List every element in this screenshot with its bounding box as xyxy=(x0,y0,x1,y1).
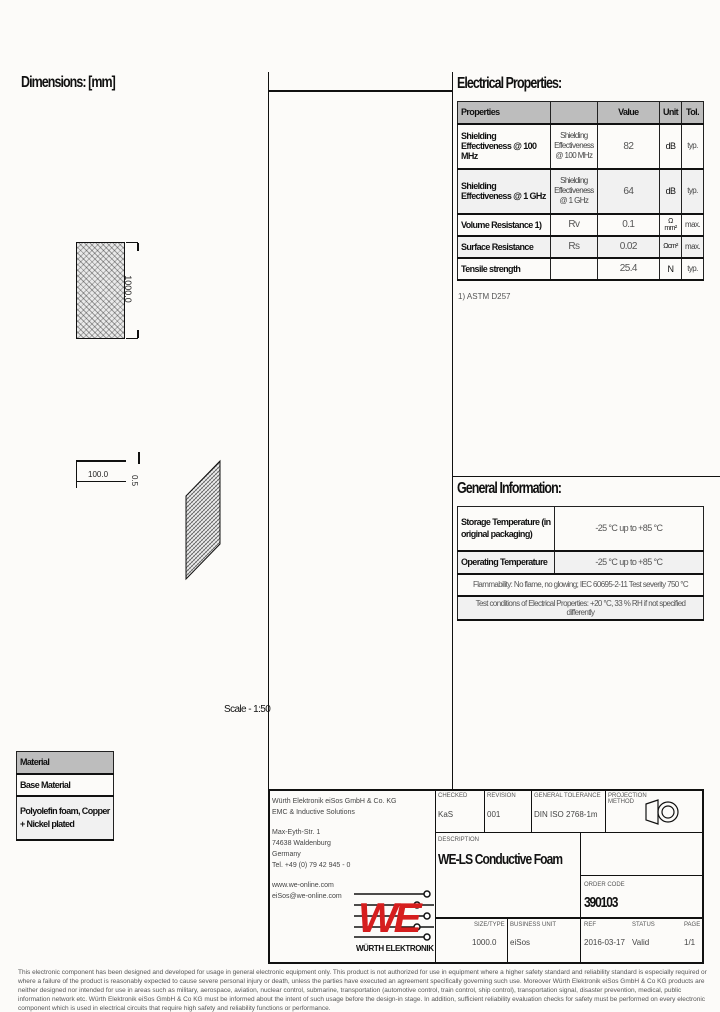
material-row-label: Base Material xyxy=(17,774,114,796)
company-name: Würth Elektronik eiSos GmbH & Co. KG xyxy=(272,798,397,805)
property-condition xyxy=(551,258,598,280)
product-description: WE-LS Conductive Foam xyxy=(438,851,563,868)
description-label: DESCRIPTION xyxy=(438,837,480,843)
table-row xyxy=(458,551,704,574)
thickness-dimension-label: 0.5 xyxy=(130,474,140,487)
electrical-table xyxy=(457,101,704,281)
general-title: General Information: xyxy=(457,480,562,497)
company-info xyxy=(272,796,396,902)
property-condition: Rv xyxy=(551,214,598,236)
property-tol: max. xyxy=(682,236,704,258)
property-unit: dB xyxy=(659,169,681,214)
website-link[interactable]: www.we-online.com xyxy=(272,882,334,889)
property-name: Tensile strength xyxy=(458,258,551,280)
status-label: STATUS xyxy=(632,922,655,928)
ref-label: REF xyxy=(584,922,596,928)
logo-wordmark: WÜRTH ELEKTRONIK xyxy=(356,944,434,953)
divider-top-middle xyxy=(268,90,452,92)
property-name: Surface Resistance xyxy=(458,236,551,258)
address-city: 74638 Waldenburg xyxy=(272,840,331,847)
status-value: Valid xyxy=(632,938,650,947)
width-dimension-label: 100.0 xyxy=(88,470,109,479)
material-table xyxy=(16,751,114,841)
general-value: -25 °C up to +85 °C xyxy=(554,551,703,574)
material-row-value: Polyolefin foam, Copper + Nickel plated xyxy=(17,796,114,840)
property-unit: dB xyxy=(659,124,681,169)
disclaimer-text: This electronic component has been designed and developed for usage in general electronic equipment only. This product is not authorized for use in equipment where a higher safety standard and reliability standard is especially required or where a failure of the product is reasonably expected to cause severe personal injury or death, unless the parties have executed an agreement specifically governing such use. Moreover Würth Elektronik eiSos GmbH & Co KG products are neither designed nor intended for use in areas such as military, aerospace, aviation, nuclear control, submarine, transportation (automotive control, train control, ship control), transportation signal, disaster prevention, medical, public information network etc. Würth Elektronik eiSos GmbH & Co KG must be informed about the intent of such usage before the design-in stage. In addition, sufficient reliability evaluation checks for safety must be performed on every electronic component which is used in electrical circuits that require high safety and reliability functions or performance. xyxy=(18,969,707,1012)
property-name: Shielding Effectiveness @ 1 GHz xyxy=(458,169,551,214)
property-unit: Ω mm² xyxy=(659,214,681,236)
table-row xyxy=(458,596,704,620)
test-conditions-note: Test conditions of Electrical Properties: +20 °C, 33 % RH if not specified differently xyxy=(458,596,704,620)
blank-cell xyxy=(580,832,704,876)
general-label: Storage Temperature (in original packaging) xyxy=(458,507,555,551)
tolerance-label: GENERAL TOLERANCE xyxy=(534,793,601,799)
iso-view-drawing xyxy=(184,458,224,582)
property-tol: typ. xyxy=(682,258,704,280)
ref-value: 2016-03-17 xyxy=(584,938,625,947)
revision-value: 001 xyxy=(487,810,501,819)
flammability-note: Flammability: No flame, no glowing; IEC 60695-2-11 Test severity 750 °C xyxy=(458,574,704,596)
dimensions-title: Dimensions: [mm] xyxy=(21,74,115,91)
general-label: Operating Temperature xyxy=(458,551,555,574)
checked-label: CHECKED xyxy=(438,793,468,799)
size-value: 1000.0 xyxy=(472,938,497,947)
property-condition: Shielding Effectiveness @ 1 GHz xyxy=(551,169,598,214)
material-header: Material xyxy=(17,752,114,774)
property-value: 64 xyxy=(597,169,659,214)
property-tol: typ. xyxy=(682,169,704,214)
property-value: 0.1 xyxy=(597,214,659,236)
property-unit: N xyxy=(659,258,681,280)
property-condition: Shielding Effectiveness @ 100 MHz xyxy=(551,124,598,169)
col-properties: Properties xyxy=(458,102,551,124)
col-value: Value xyxy=(597,102,659,124)
checked-value: KaS xyxy=(438,810,454,819)
property-name: Volume Resistance 1) xyxy=(458,214,551,236)
property-condition: Rs xyxy=(551,236,598,258)
table-row xyxy=(458,507,704,551)
revision-label: REVISION xyxy=(487,793,516,799)
address-phone: Tel. +49 (0) 79 42 945 - 0 xyxy=(272,862,351,869)
email-link[interactable]: eiSos@we-online.com xyxy=(272,893,342,900)
col-unit: Unit xyxy=(659,102,681,124)
length-dim-tick xyxy=(137,330,139,338)
wurth-logo-icon xyxy=(352,888,436,944)
page-label: PAGE xyxy=(684,922,701,928)
property-value: 82 xyxy=(597,124,659,169)
width-dim-tick xyxy=(76,462,77,488)
tolerance-value: DIN ISO 2768-1m xyxy=(534,810,598,819)
property-tol: typ. xyxy=(682,124,704,169)
col-condition xyxy=(551,102,598,124)
page-value: 1/1 xyxy=(684,938,696,947)
property-tol: max. xyxy=(682,214,704,236)
order-code: 390103 xyxy=(584,894,618,911)
width-dim-arrow-line xyxy=(76,481,126,482)
property-value: 25.4 xyxy=(597,258,659,280)
divider-right xyxy=(452,72,453,790)
length-dimension-label: 1000.0 xyxy=(122,275,133,303)
address-country: Germany xyxy=(272,851,301,858)
address-street: Max-Eyth-Str. 1 xyxy=(272,829,321,836)
length-dim-line xyxy=(126,338,138,339)
general-table xyxy=(457,506,704,621)
order-code-label: ORDER CODE xyxy=(584,882,625,888)
general-value: -25 °C up to +85 °C xyxy=(554,507,703,551)
col-tol: Tol. xyxy=(682,102,704,124)
table-row xyxy=(458,124,704,169)
scale-label: Scale - 1:50 xyxy=(224,704,271,715)
width-dim-top-line xyxy=(76,460,126,462)
svg-text:WE: WE xyxy=(358,894,418,941)
length-dim-tick xyxy=(137,243,139,251)
table-row xyxy=(458,236,704,258)
electrical-footnote: 1) ASTM D257 xyxy=(458,292,511,301)
description-cell xyxy=(435,832,581,918)
divider-general xyxy=(452,476,720,477)
electrical-title: Electrical Properties: xyxy=(457,75,562,92)
table-row xyxy=(458,214,704,236)
business-unit-label: BUSINESS UNIT xyxy=(510,922,557,928)
table-row xyxy=(458,258,704,280)
property-value: 0.02 xyxy=(597,236,659,258)
projection-label: PROJECTION METHOD xyxy=(608,793,647,805)
table-row xyxy=(458,574,704,596)
top-view-drawing xyxy=(76,242,125,339)
property-unit: Ωcm² xyxy=(659,236,681,258)
property-name: Shielding Effectiveness @ 100 MHz xyxy=(458,124,551,169)
projection-method-icon xyxy=(644,798,680,826)
thickness-dim-tick xyxy=(138,452,140,464)
table-row xyxy=(458,169,704,214)
size-label: SIZE/TYPE xyxy=(474,922,505,928)
company-division: EMC & Inductive Solutions xyxy=(272,809,355,816)
business-unit-value: eiSos xyxy=(510,938,531,947)
